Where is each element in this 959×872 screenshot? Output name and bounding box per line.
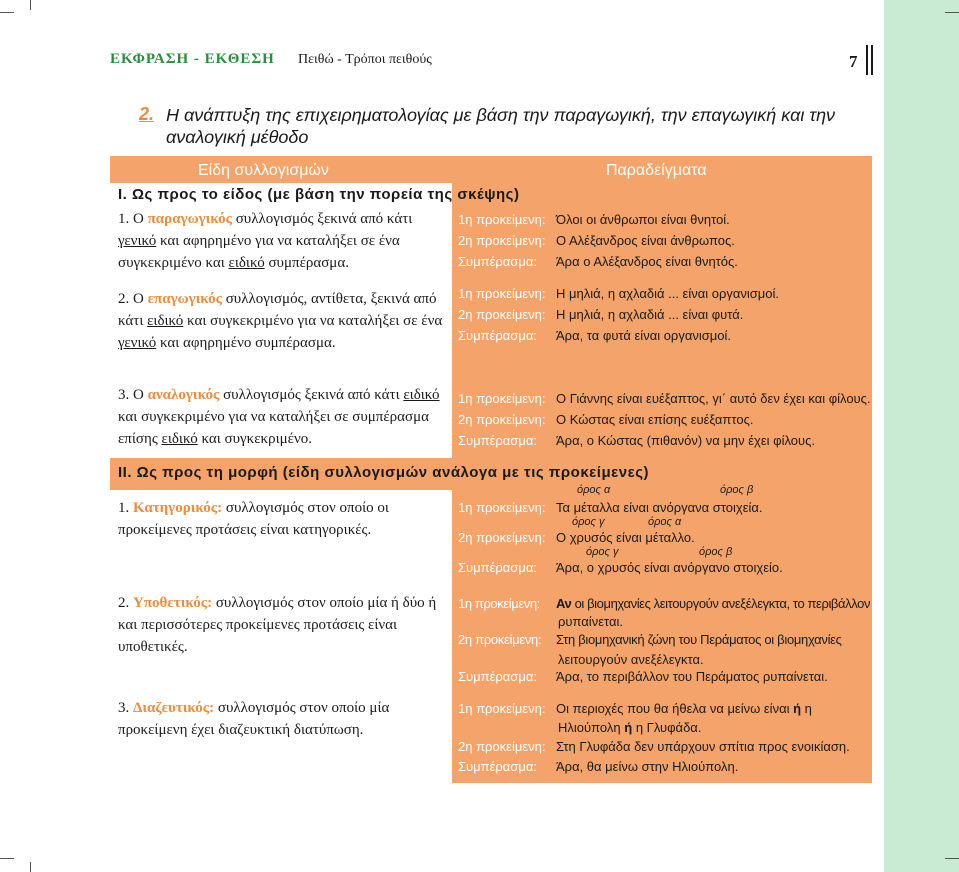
syllogism-description: 2. Υποθετικός: συλλογισμός στον οποίο μία ή δύο ή και περισσότερες προκείμενες προτάσεις είναι υποθετικές.	[118, 595, 437, 655]
example-line: Συμπέρασμα: Άρα, θα μείνω στην Ηλιούπολη.	[458, 759, 739, 774]
example-block: 1η προκείμενη: Όλοι οι άνθρωποι είναι θνητοί. 2η προκείμενη: Ο Αλέξανδρος είναι άνθρωπος. Συμπέρασμα: Άρα ο Αλέξανδρος είναι θνητός.	[458, 212, 738, 269]
example-line: 1η προκείμενη: Αν οι βιομηχανίες λειτουργούν ανεξέλεγκτα, το περιβάλλον	[458, 596, 871, 611]
syllogism-description: 3. Διαζευτικός: συλλογισμός στον οποίο μία προκείμενη έχει διαζευκτική διατύπωση.	[118, 700, 390, 738]
example-line: Συμπέρασμα: Άρα, το περιβάλλον του Περάματος ρυπαίνεται.	[458, 669, 828, 684]
example-line: Συμπέρασμα: Άρα, ο χρυσός είναι ανόργανο στοιχείο.	[458, 560, 783, 575]
syllogism-description: 1. Κατηγορικός: συλλογισμός στον οποίο οι προκείμενες προτάσεις είναι κατηγορικές.	[118, 500, 389, 538]
side-color-strip	[884, 0, 959, 872]
example-line-continued: λειτουργούν ανεξέλεγκτα.	[558, 652, 704, 667]
section-number: 2.	[139, 104, 155, 124]
term-label: όρος α	[577, 484, 611, 496]
example-line: 1η προκείμενη: Τα μέταλλα είναι ανόργανα στοιχεία.	[458, 500, 763, 515]
crop-mark	[0, 12, 14, 13]
term-label: όρος β	[699, 546, 733, 558]
syllogism-description: 2. Ο επαγωγικός συλλογισμός, αντίθετα, ξεκινά από κάτι ειδικό και συγκεκριμένο για να καταλήξει σε ένα γενικό και αφηρημένο συμπέρασμα.	[118, 291, 443, 351]
term-label: όρος γ	[586, 546, 619, 558]
page-number-rule	[866, 45, 868, 75]
example-line-continued: ρυπαίνεται.	[558, 614, 623, 629]
page-number-rule	[871, 45, 873, 75]
page-number: 7	[849, 52, 858, 71]
running-header-title: ΕΚΦΡΑΣΗ - ΕΚΘΕΣΗ	[110, 51, 275, 67]
example-line: 1η προκείμενη: Οι περιοχές που θα ήθελα να μείνω είναι ή η	[458, 701, 812, 716]
category-heading: II. Ως προς τη μορφή (είδη συλλογισμών ανάλογα με τις προκείμενες)	[118, 464, 650, 481]
example-line: 2η προκείμενη: Ο χρυσός είναι μέταλλο.	[458, 530, 695, 545]
column-header-examples: Παραδείγματα	[606, 162, 707, 179]
syllogism-description: 1. Ο παραγωγικός συλλογισμός ξεκινά από κάτι γενικό και αφηρημένο για να καταλήξει σε ένα συγκεκριμένο και ειδικό συμπέρασμα.	[118, 211, 413, 271]
crop-mark	[945, 858, 959, 859]
crop-mark	[0, 858, 14, 859]
crop-mark	[30, 862, 31, 872]
running-header-subtitle: Πειθώ - Τρόποι πειθούς	[298, 52, 432, 67]
term-label: όρος β	[720, 484, 754, 496]
example-line: 2η προκείμενη: Στη Γλυφάδα δεν υπάρχουν σπίτια προς ενοικίαση.	[458, 739, 850, 754]
category-heading: I. Ως προς το είδος (με βάση την πορεία της σκέψης)	[118, 186, 520, 203]
example-block: 1η προκείμενη: Η μηλιά, η αχλαδιά ... είναι οργανισμοί. 2η προκείμενη: Η μηλιά, η αχλαδιά ... είναι φυτά. Συμπέρασμα: Άρα, τα φυτά είναι οργανισμοί.	[458, 286, 780, 343]
term-label: όρος γ	[572, 516, 605, 528]
example-block: 1η προκείμενη: Ο Γιάννης είναι ευέξαπτος, γι΄ αυτό δεν έχει και φίλους. 2η προκείμενη: Ο Κώστας είναι επίσης ευέξαπτος. Συμπέρασμα: Άρα, ο Κώστας (πιθανόν) να μην έχει φίλους.	[458, 391, 871, 448]
column-header-types: Είδη συλλογισμών	[198, 162, 329, 179]
example-line: 2η προκείμενη: Στη βιομηχανική ζώνη του Περάματος οι βιομηχανίες	[458, 632, 842, 647]
example-line-continued: Ηλιούπολη ή η Γλυφάδα.	[558, 720, 702, 735]
crop-mark	[945, 12, 959, 13]
term-label: όρος α	[648, 516, 682, 528]
syllogism-description: 3. Ο αναλογικός συλλογισμός ξεκινά από κάτι ειδικό και συγκεκριμένο για να καταλήξει σε συμπέρασμα επίσης ειδικό και συγκεκριμένο.	[118, 387, 440, 447]
section-title: Η ανάπτυξη της επιχειρηματολογίας με βάση την παραγωγική, την επαγωγική και την αναλογική μέθοδο	[166, 105, 836, 147]
crop-mark	[30, 0, 31, 10]
